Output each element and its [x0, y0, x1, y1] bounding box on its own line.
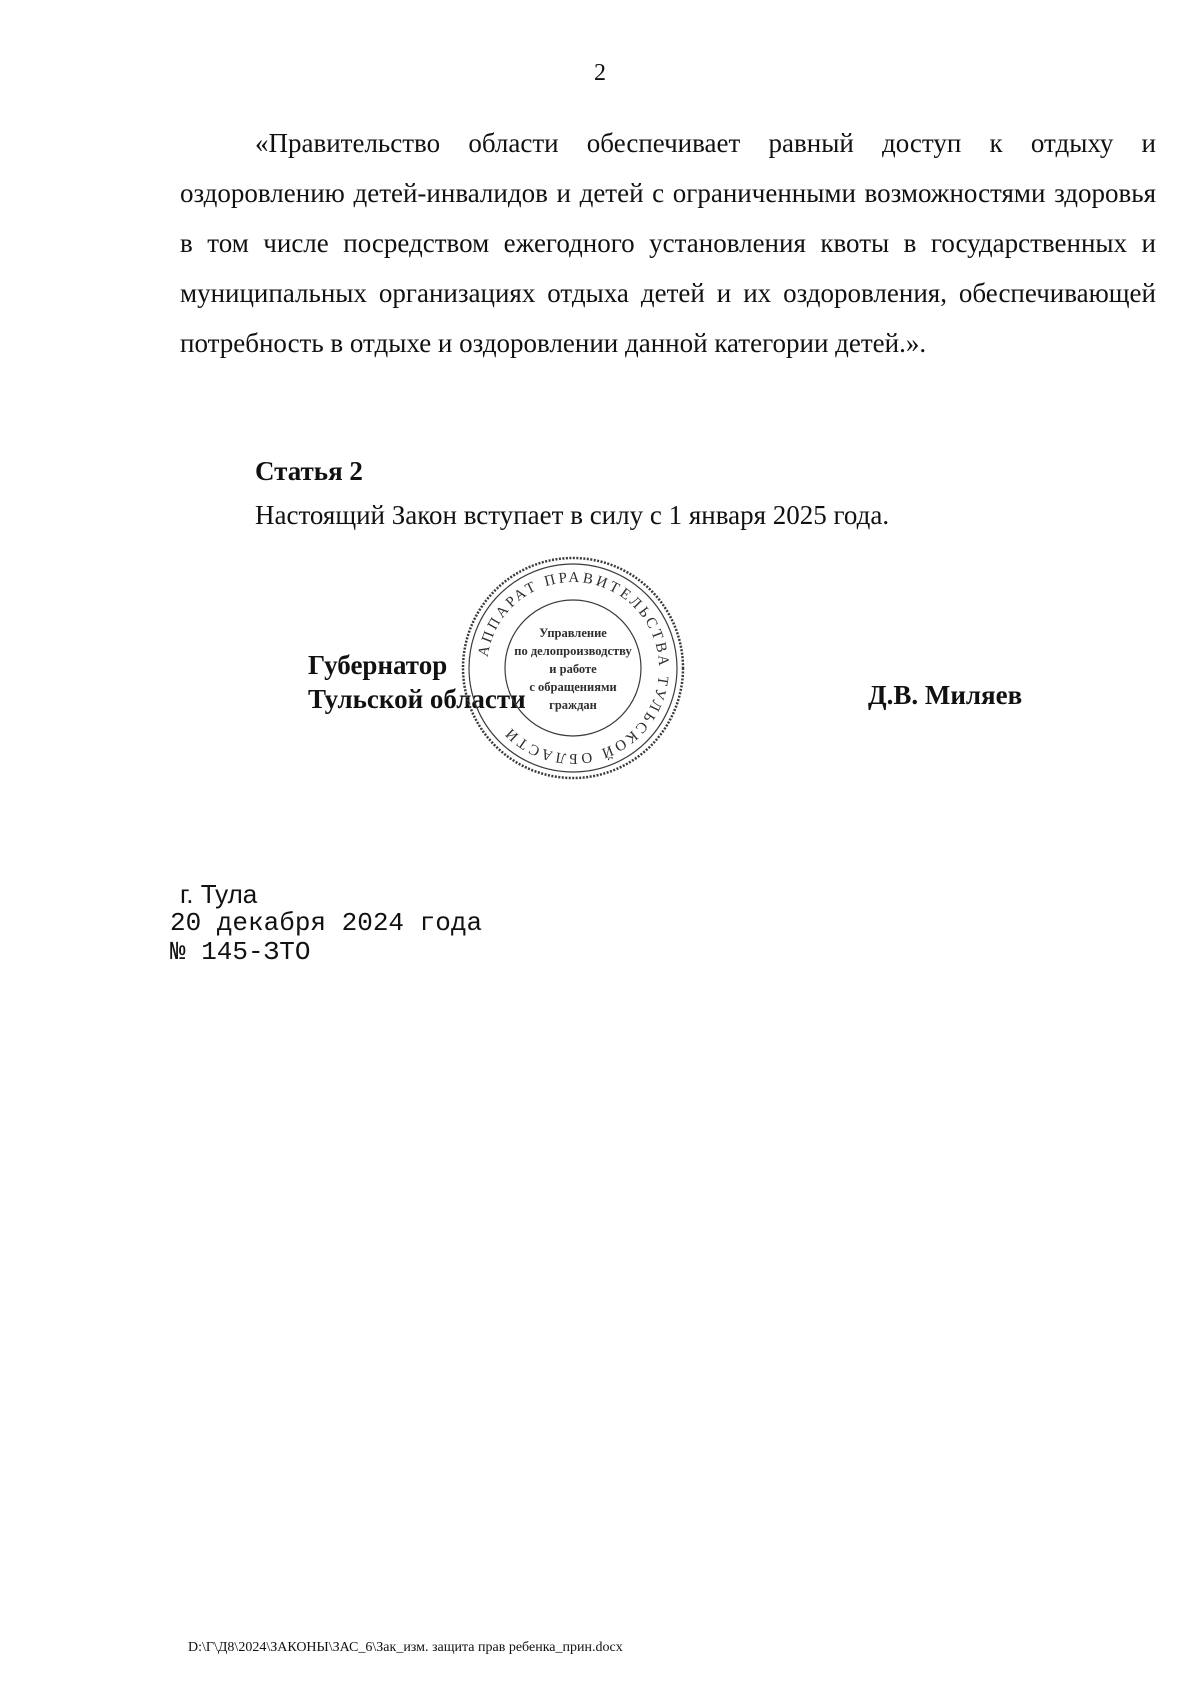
official-stamp: [460, 555, 686, 781]
stamp-center-line-3: и работе: [549, 662, 597, 676]
signatory-name: Д.В. Миляев: [868, 680, 1023, 710]
file-path-footer: D:\Г\Д8\2024\ЗАКОНЫ\ЗАС_6\Зак_изм. защита прав ребенка_прин.docx: [188, 1640, 623, 1655]
stamp-center-line-5: граждан: [549, 698, 597, 712]
signing-date: 20 декабря 2024 года: [170, 908, 483, 938]
article-text: Настоящий Закон вступает в силу с 1 января 2025 года.: [255, 500, 890, 530]
stamp-center-line-4: с обращениями: [529, 680, 617, 694]
place-date-block: [170, 880, 482, 967]
page-number: 2: [594, 60, 606, 86]
stamp-ring-text: АППАРАТ ПРАВИТЕЛЬСТВА ТУЛЬСКОЙ ОБЛАСТИ: [475, 569, 672, 767]
signatory-title-line-1: Губернатор: [308, 650, 448, 680]
law-number: № 145-ЗТО: [170, 937, 311, 967]
body-paragraph: «Правительство области обеспечивает равный доступ к отдыху и оздоровлению детей-инвалидов и детей с ограниченными возможностями здоровья в том числе посредством ежегодного установления квоты в государственных и муниципальных организациях отдыха детей и их оздоровления, обеспечивающей потребность в отдыхе и оздоровлении данной категории детей.».: [180, 128, 1156, 358]
signatory-title-line-2: Тульской области: [308, 684, 526, 714]
stamp-center-line-1: Управление: [539, 626, 607, 640]
stamp-center-line-2: по делопроизводству: [514, 644, 632, 658]
article-heading: Статья 2: [255, 456, 363, 486]
place-of-signing: г. Тула: [180, 879, 258, 909]
